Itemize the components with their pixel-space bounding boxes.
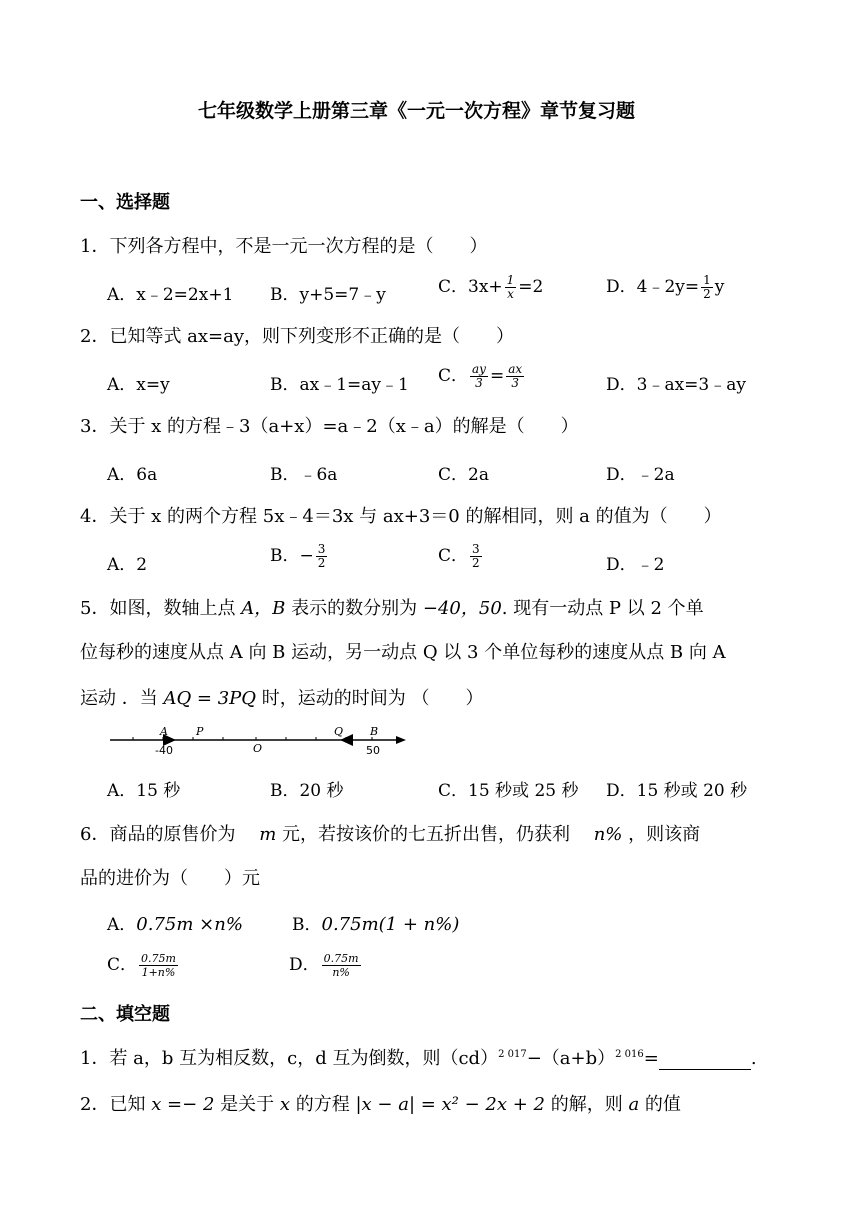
point-a-label: A — [160, 725, 168, 738]
q1-option-a: A．x﹣2=2x+1 — [107, 285, 234, 305]
q4-option-a: A．2 — [107, 555, 148, 575]
fill-question-1: 1．若 a，b 互为相反数，c，d 互为倒数，则$(cd)^{2 017}-(a+b)^{2 016}=$ . — [80, 1048, 757, 1069]
q2-option-c: C． $\frac{ay}{3}$ = $\frac{ax}{3}$ — [438, 362, 523, 390]
q3-option-d: D．﹣2a — [606, 465, 675, 485]
q4-option-d: D．﹣2 — [606, 555, 665, 575]
q6-option-c: C． $\frac{0.75m}{1+n\%}$ — [107, 952, 176, 979]
fill-question-2: 2．已知 x =− 2 是关于 x 的方程 |x − a| = x² − 2x + 2 的解，则 a 的值 — [80, 1094, 681, 1115]
section-heading-fill: 二、填空题 — [80, 1004, 170, 1025]
q6-option-b: B．0.75m(1 + n%) — [292, 914, 460, 935]
q3-option-a: A．6a — [107, 465, 158, 485]
q1-option-d: D．4﹣2y= $\frac{1}{2}$ y — [606, 273, 725, 301]
q4-option-c: C． $\frac{3}{2}$ — [438, 542, 480, 570]
question-1-stem: 1．下列各方程中，不是一元一次方程的是（ ） — [80, 236, 488, 257]
point-b-label: B — [370, 725, 379, 738]
q5-option-a: A．15 秒 — [107, 781, 181, 801]
q6-option-d: D． $\frac{0.75m}{n\%}$ — [289, 952, 359, 979]
q4-option-b: B．− $\frac{3}{2}$ — [270, 542, 326, 570]
q1-option-c: C．3x+ $\frac{1}{x}$ =2 — [438, 273, 544, 301]
q2-option-a: A．x=y — [107, 375, 170, 395]
q3-option-b: B．﹣6a — [270, 465, 338, 485]
answer-blank — [659, 1053, 751, 1070]
number-line-figure — [108, 720, 408, 762]
question-5-line-2: 位每秒的速度从点 A 向 B 运动，另一动点 Q 以 3 个单位每秒的速度从点 B 向 A — [80, 642, 726, 663]
q6-option-a: A．0.75m ×n% — [107, 914, 243, 935]
q5-option-c: C．15 秒或 25 秒 — [438, 781, 579, 801]
page-title: 七年级数学上册第三章《一元一次方程》章节复习题 — [198, 100, 636, 122]
q5-option-d: D．15 秒或 20 秒 — [606, 781, 748, 801]
question-6-line-2: 品的进价为（ ）元 — [80, 868, 260, 889]
q2-option-b: B．ax﹣1=ay﹣1 — [270, 375, 409, 395]
q1-option-b: B．y+5=7﹣y — [270, 285, 386, 305]
question-3-stem: 3．关于 x 的方程﹣3（a+x）=a﹣2（x﹣a）的解是（ ） — [80, 416, 579, 437]
number-minus-40: -40 — [155, 744, 173, 757]
question-4-stem: 4．关于 x 的两个方程 5x﹣4＝3x 与 ax+3＝0 的解相同，则 a 的值为（ ） — [80, 506, 722, 527]
question-6-line-1: 6．商品的原售价为 m 元，若按该价的七五折出售，仍获利 n% ，则该商 — [80, 824, 701, 845]
question-5-line-1: 5．如图，数轴上点 A，B 表示的数分别为 −40，50. 现有一动点 P 以 2 个单 — [80, 598, 704, 619]
q3-option-c: C．2a — [438, 465, 489, 485]
q5-option-b: B．20 秒 — [270, 781, 344, 801]
question-2-stem: 2．已知等式 ax=ay，则下列变形不正确的是（ ） — [80, 326, 515, 347]
origin-label: O — [253, 742, 263, 755]
section-heading-choice: 一、选择题 — [80, 192, 170, 213]
q2-option-d: D．3﹣ax=3﹣ay — [606, 375, 746, 395]
question-5-line-3: 运动 ．当 AQ = 3PQ 时，运动的时间为 （ ） — [80, 688, 484, 709]
point-q-label: Q — [334, 725, 344, 738]
point-p-label: P — [196, 725, 204, 738]
number-50: 50 — [366, 744, 380, 757]
